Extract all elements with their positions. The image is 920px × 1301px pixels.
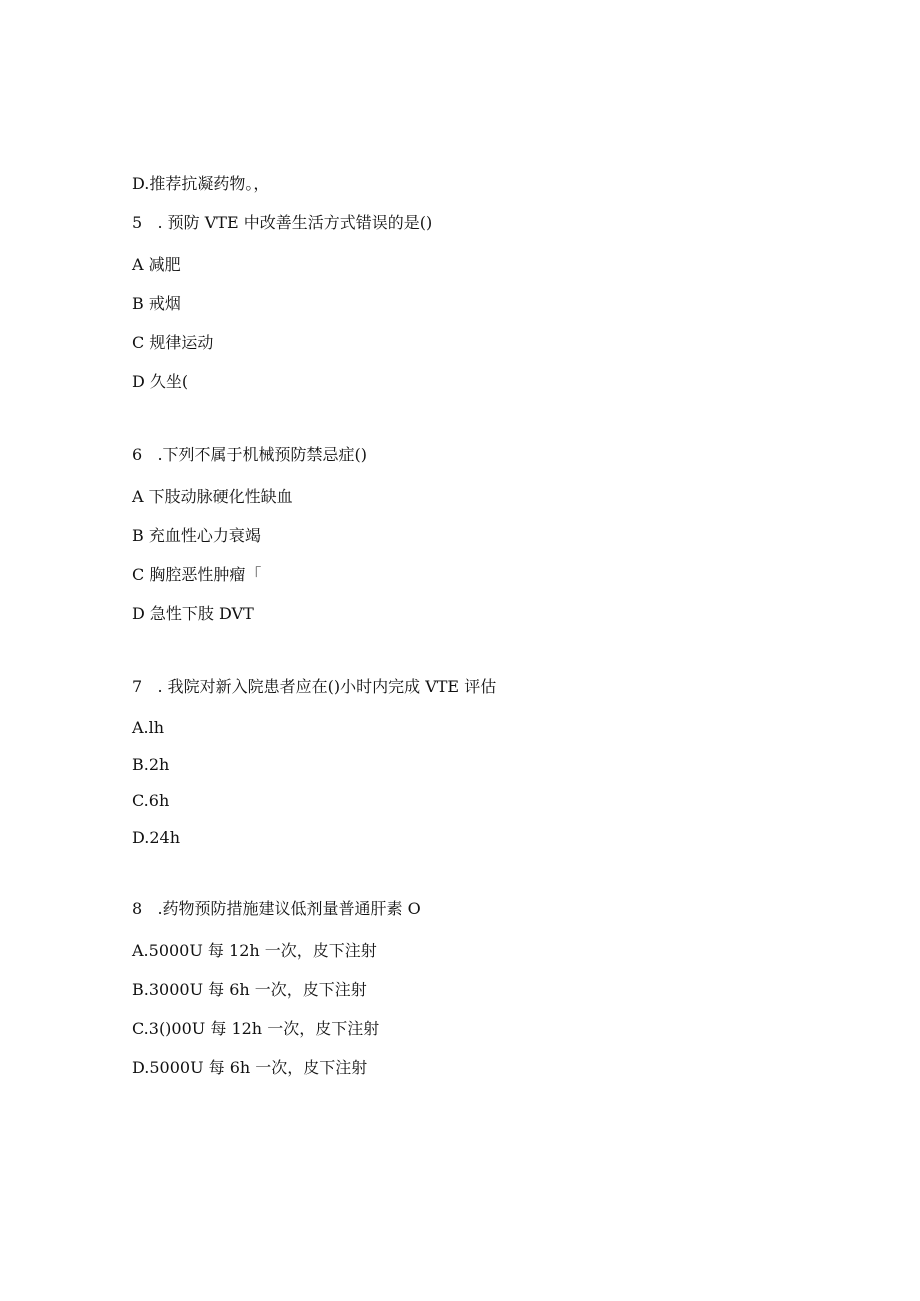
option-c: C.3()00U 每 12h 一次，皮下注射 <box>132 1019 380 1038</box>
option-d: D 久坐( <box>132 372 189 391</box>
q4-option-d: D.推荐抗凝药物。， <box>132 174 270 193</box>
question-number: 7 <box>132 677 143 696</box>
option-b: B 充血性心力衰竭 <box>132 526 261 545</box>
question-7-stem <box>132 677 496 697</box>
question-number: 5 <box>132 213 143 232</box>
option-b: B.3000U 每 6h 一次，皮下注射 <box>132 980 367 999</box>
option-a: A.5000U 每 12h 一次，皮下注射 <box>132 941 377 960</box>
option-b: B.2h <box>132 755 170 774</box>
option-a: A.lh <box>132 718 165 737</box>
option-d: D 急性下肢 DVT <box>132 604 254 623</box>
option-c: C 规律运动 <box>132 333 214 352</box>
option-a: A 减肥 <box>132 255 181 274</box>
question-text: .药物预防措施建议低剂量普通肝素 O <box>157 899 421 918</box>
question-number: 6 <box>132 445 143 464</box>
question-6-stem <box>132 445 367 465</box>
question-text: .下列不属于机械预防禁忌症() <box>157 445 368 464</box>
question-text: . 预防 VTE 中改善生活方式错误的是() <box>157 213 433 232</box>
option-b: B 戒烟 <box>132 294 181 313</box>
option-d: D.24h <box>132 828 181 847</box>
question-text: . 我院对新入院患者应在()小时内完成 VTE 评估 <box>157 677 497 696</box>
option-d: D.5000U 每 6h 一次，皮下注射 <box>132 1058 368 1077</box>
question-5-stem <box>132 213 432 233</box>
question-number: 8 <box>132 899 143 918</box>
option-c: C 胸腔恶性肿瘤「 <box>132 565 262 584</box>
option-a: A 下肢动脉硬化性缺血 <box>132 487 293 506</box>
question-8-stem <box>132 899 421 919</box>
option-c: C.6h <box>132 791 170 810</box>
